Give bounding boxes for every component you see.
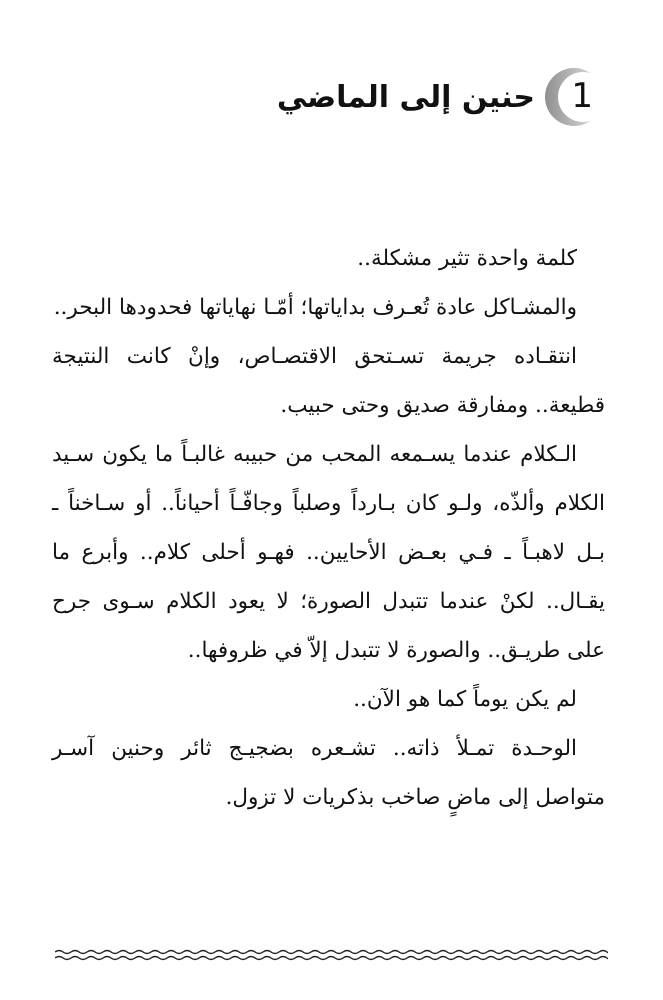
chapter-badge — [543, 66, 605, 128]
wavy-divider — [55, 948, 608, 962]
paragraph-5: لم يكن يوماً كما هو الآن.. — [353, 687, 577, 712]
chapter-header — [277, 62, 605, 132]
chapter-number: 1 — [571, 76, 593, 116]
chapter-text — [52, 234, 605, 822]
paragraph-1: كلمة واحدة تثير مشكلة.. — [357, 246, 577, 271]
wavy-line-bottom — [55, 957, 608, 960]
paragraph-3: انتقـاده جريمة تسـتحق الاقتصـاص، وإنْ كانت النتيجة قطيعة.. ومفارقة صديق وحتى حبيب. — [52, 344, 605, 418]
wavy-line-top — [55, 951, 608, 954]
paragraph-2: والمشـاكل عادة تُعـرف بداياتها؛ أمّـا نهاياتها فحدودها البحر.. — [53, 295, 577, 320]
paragraph-6: الوحـدة تمـلأ ذاته.. تشـعره بضجيـج ثائر وحنين آسـر متواصل إلى ماضٍ صاخب بذكريات لا تزول. — [52, 736, 605, 810]
paragraph-4: الـكلام عندما يسـمعه المحب من حبيبه غالبـاً ما يكون سـيد الكلام وألذّه، ولـو كان بـارداً وصلباً وجافّـاً أحياناً.. أو سـاخناً ـ بـل لاهبـاً ـ فـي بعـض الأحايين.. فهـو أحلى كلام.. وأبرع ما يقـال.. لكنْ عندما تتبدل الصورة؛ لا يعود الكلام سـوى جرح على طريـق.. والصورة لا تتبدل إلاّ في ظروفها.. — [52, 442, 605, 663]
chapter-title: حنين إلى الماضي — [276, 79, 535, 115]
